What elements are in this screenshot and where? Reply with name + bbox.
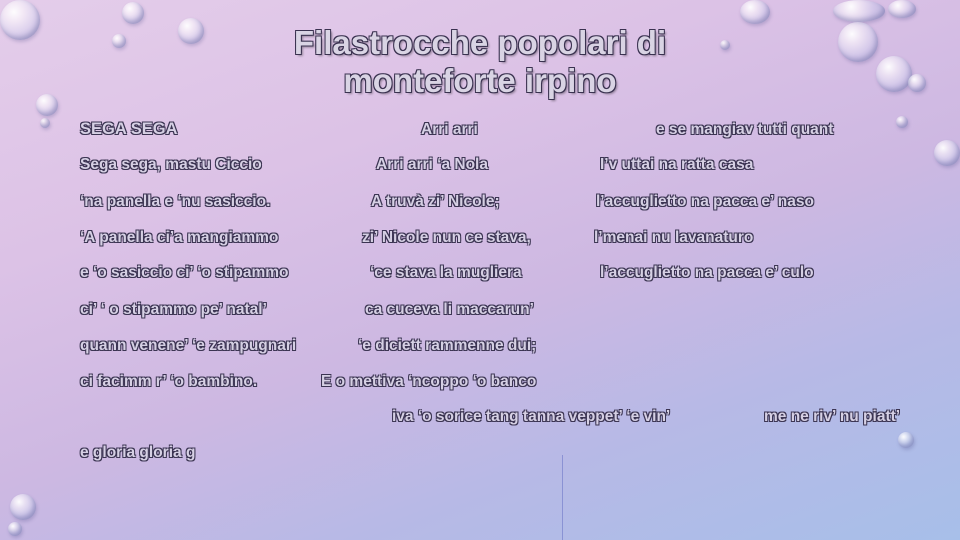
middle-heading: Arri arri — [421, 121, 478, 138]
middle-verse-line: E o mettiva ‘ncoppo ‘o banco — [321, 373, 537, 390]
middle-verse-line: A truvà zi’ Nicole; — [371, 193, 500, 210]
left-verse-line: ‘na panella e ‘nu sasiccio. — [80, 193, 271, 210]
middle-verse-line: iva ‘o sorice tang tanna veppet’ ‘e vin’ — [392, 408, 671, 425]
right-verse-line: l’menai nu lavanaturo — [594, 229, 754, 246]
left-verse-line: e ‘o sasiccio ci’ ‘o stipammo — [80, 264, 289, 281]
middle-verse-line: ‘e diciett rammenne dui; — [358, 337, 537, 354]
page-title — [200, 24, 760, 100]
right-verse-line: me ne riv’ nu piatt’ — [764, 408, 901, 425]
left-verse-line: ci facimm r’ ‘o bambino. — [80, 373, 258, 390]
droplet-icon — [838, 22, 878, 62]
droplet-icon — [898, 432, 914, 448]
right-verse-line: l’accuglietto na pacca e’ naso — [596, 193, 814, 210]
divider-line — [562, 455, 563, 540]
droplet-icon — [896, 116, 908, 128]
droplet-icon — [740, 0, 770, 24]
droplet-icon — [876, 56, 912, 92]
left-heading: SEGA SEGA — [80, 120, 178, 138]
right-verse-line: e se mangiav tutti quant — [656, 121, 834, 138]
middle-verse-line: ‘ce stava la mugliera — [370, 264, 522, 281]
droplet-icon — [112, 34, 126, 48]
droplet-icon — [8, 522, 22, 536]
left-verse-line: Sega sega, mastu Ciccio — [80, 156, 262, 173]
right-verse-line: l’accuglietto na pacca e’ culo — [600, 264, 814, 281]
middle-verse-line: Arri arri ‘a Nola — [376, 156, 488, 173]
middle-verse-line: zi’ Nicole nun ce stava, — [362, 229, 531, 246]
title-line-1: Filastrocche popolari di — [293, 24, 667, 61]
droplet-icon — [888, 0, 916, 18]
middle-verse-line: ca cuceva li maccarun’ — [365, 301, 534, 318]
droplet-icon — [10, 494, 36, 520]
title-line-2: monteforte irpino — [343, 62, 617, 99]
left-verse-line: quann venene’ ‘e zampugnari — [80, 337, 297, 354]
droplet-icon — [833, 0, 885, 22]
droplet-icon — [0, 0, 40, 40]
droplet-icon — [122, 2, 144, 24]
left-verse-line: e gloria gloria g — [80, 444, 196, 461]
left-verse-line: ci’ ‘ o stipammo pe’ natal’ — [80, 301, 267, 318]
right-verse-line: I’v uttai na ratta casa — [600, 156, 754, 173]
droplet-icon — [40, 118, 50, 128]
droplet-icon — [36, 94, 58, 116]
left-verse-line: ‘A panella ci’a mangiammo — [80, 229, 279, 246]
droplet-icon — [908, 74, 926, 92]
droplet-icon — [934, 140, 960, 166]
